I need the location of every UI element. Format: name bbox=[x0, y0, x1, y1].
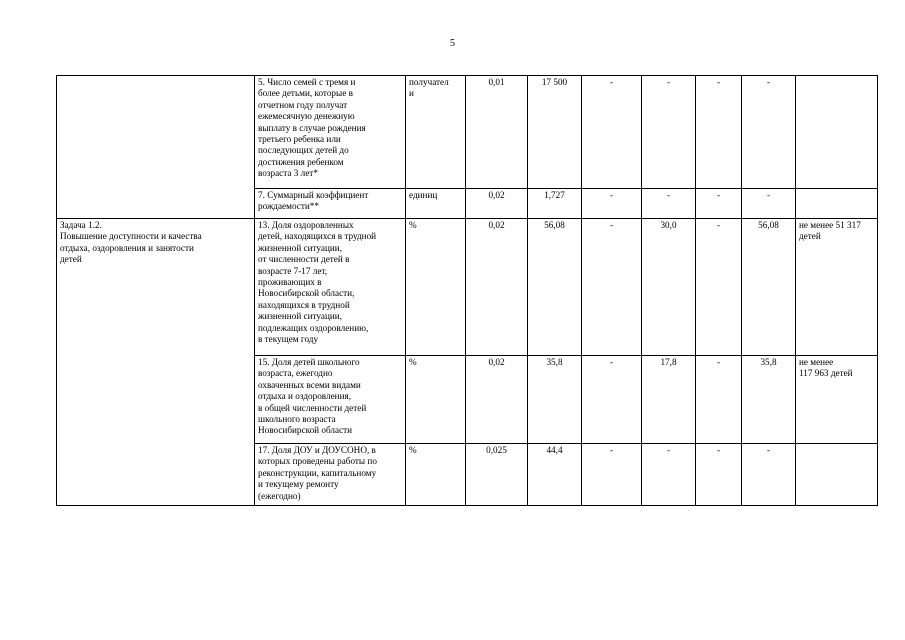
weight-cell: 0,02 bbox=[466, 219, 528, 356]
indicator-line: 5. Число семей с тремя и bbox=[258, 77, 356, 87]
indicator-line: ежемесячную денежную bbox=[258, 111, 355, 122]
period-value-cell: - bbox=[582, 356, 642, 444]
note-cell bbox=[796, 444, 878, 506]
period-value-cell: - bbox=[696, 219, 742, 356]
indicator-line: рождаемости** bbox=[258, 201, 319, 212]
value-cell: 17 500 bbox=[528, 76, 582, 189]
weight-cell: 0,02 bbox=[466, 356, 528, 444]
period-value-cell: - bbox=[642, 189, 696, 219]
page-number: 5 bbox=[450, 38, 455, 49]
indicator-line: Новосибирской области bbox=[258, 425, 353, 436]
unit-line: % bbox=[409, 220, 417, 230]
indicator-line: в текущем году bbox=[258, 334, 319, 345]
period-value-cell: 56,08 bbox=[742, 219, 796, 356]
indicator-cell bbox=[255, 189, 406, 219]
indicator-line: детей, находящихся в трудной bbox=[258, 231, 377, 242]
unit-cell bbox=[406, 189, 466, 219]
task-line: детей bbox=[60, 254, 82, 265]
period-value-cell: - bbox=[696, 76, 742, 189]
indicator-line: Новосибирской области, bbox=[258, 288, 355, 299]
period-value-cell: 30,0 bbox=[642, 219, 696, 356]
table-row bbox=[57, 76, 878, 189]
weight-cell: 0,01 bbox=[466, 76, 528, 189]
unit-line: единиц bbox=[409, 190, 438, 200]
task-line: отдыха, оздоровления и занятости bbox=[60, 242, 194, 253]
note-cell bbox=[796, 356, 878, 444]
value-cell: 44,4 bbox=[528, 444, 582, 506]
indicator-line: подлежащих оздоровлению, bbox=[258, 322, 369, 333]
period-value-cell: - bbox=[742, 189, 796, 219]
table-row bbox=[57, 219, 878, 356]
indicator-line: и текущему ремонту bbox=[258, 479, 339, 490]
indicator-line: отчетном году получат bbox=[258, 99, 348, 110]
period-value-cell: - bbox=[696, 444, 742, 506]
indicator-line: которых проведены работы по bbox=[258, 456, 377, 467]
indicator-line: третьего ребенка или bbox=[258, 134, 341, 145]
period-value-cell: - bbox=[696, 189, 742, 219]
unit-cell bbox=[406, 76, 466, 189]
period-value-cell: 17,8 bbox=[642, 356, 696, 444]
indicator-line: достижения ребенком bbox=[258, 156, 344, 167]
indicator-line: охваченных всеми видами bbox=[258, 379, 361, 390]
unit-line: получател bbox=[409, 77, 449, 87]
unit-cell bbox=[406, 219, 466, 356]
unit-cell bbox=[406, 356, 466, 444]
weight-cell: 0,02 bbox=[466, 189, 528, 219]
indicator-line: школьного возраста bbox=[258, 414, 336, 425]
period-value-cell: - bbox=[582, 189, 642, 219]
note-line: детей bbox=[799, 231, 821, 242]
period-value-cell: - bbox=[742, 76, 796, 189]
unit-line: % bbox=[409, 357, 417, 367]
task-line: Задача 1.2. bbox=[60, 220, 102, 230]
unit-line: % bbox=[409, 445, 417, 455]
indicator-line: отдыха и оздоровления, bbox=[258, 391, 352, 402]
indicator-cell bbox=[255, 219, 406, 356]
weight-cell: 0,025 bbox=[466, 444, 528, 506]
indicator-line: от численности детей в bbox=[258, 254, 350, 265]
indicator-line: возраста, ежегодно bbox=[258, 368, 333, 379]
indicators-table bbox=[56, 75, 878, 506]
indicator-line: проживающих в bbox=[258, 277, 322, 288]
period-value-cell: - bbox=[582, 219, 642, 356]
period-value-cell: - bbox=[642, 444, 696, 506]
indicator-cell bbox=[255, 76, 406, 189]
period-value-cell: - bbox=[642, 76, 696, 189]
indicator-line: жизненной ситуации, bbox=[258, 311, 343, 322]
indicator-line: 7. Суммарный коэффициент bbox=[258, 190, 369, 200]
indicator-line: последующих детей до bbox=[258, 145, 349, 156]
note-cell bbox=[796, 76, 878, 189]
indicator-line: выплату в случае рождения bbox=[258, 122, 366, 133]
indicator-cell bbox=[255, 356, 406, 444]
note-line: 117 963 детей bbox=[799, 368, 853, 379]
task-cell-empty bbox=[57, 76, 255, 219]
period-value-cell: - bbox=[582, 444, 642, 506]
indicator-line: возраста 3 лет* bbox=[258, 168, 318, 179]
unit-line: и bbox=[409, 88, 414, 99]
indicator-line: в общей численности детей bbox=[258, 402, 367, 413]
task-line: Повышение доступности и качества bbox=[60, 231, 202, 242]
note-line: не менее bbox=[799, 357, 834, 367]
period-value-cell: - bbox=[696, 356, 742, 444]
indicator-line: жизненной ситуации, bbox=[258, 242, 343, 253]
value-cell: 1,727 bbox=[528, 189, 582, 219]
indicator-line: более детьми, которые в bbox=[258, 88, 353, 99]
note-cell bbox=[796, 189, 878, 219]
period-value-cell: - bbox=[742, 444, 796, 506]
note-line: не менее 51 317 bbox=[799, 220, 861, 230]
value-cell: 35,8 bbox=[528, 356, 582, 444]
period-value-cell: - bbox=[582, 76, 642, 189]
period-value-cell: 35,8 bbox=[742, 356, 796, 444]
indicator-cell bbox=[255, 444, 406, 506]
indicator-line: 17. Доля ДОУ и ДОУСОНО, в bbox=[258, 445, 376, 455]
indicator-line: 13. Доля оздоровленных bbox=[258, 220, 354, 230]
indicator-line: (ежегодно) bbox=[258, 490, 301, 501]
indicator-line: реконструкции, капитальному bbox=[258, 467, 377, 478]
indicator-line: 15. Доля детей школьного bbox=[258, 357, 360, 367]
indicator-line: возрасте 7-17 лет, bbox=[258, 265, 328, 276]
task-cell bbox=[57, 219, 255, 506]
value-cell: 56,08 bbox=[528, 219, 582, 356]
unit-cell bbox=[406, 444, 466, 506]
note-cell bbox=[796, 219, 878, 356]
indicator-line: находящихся в трудной bbox=[258, 299, 350, 310]
